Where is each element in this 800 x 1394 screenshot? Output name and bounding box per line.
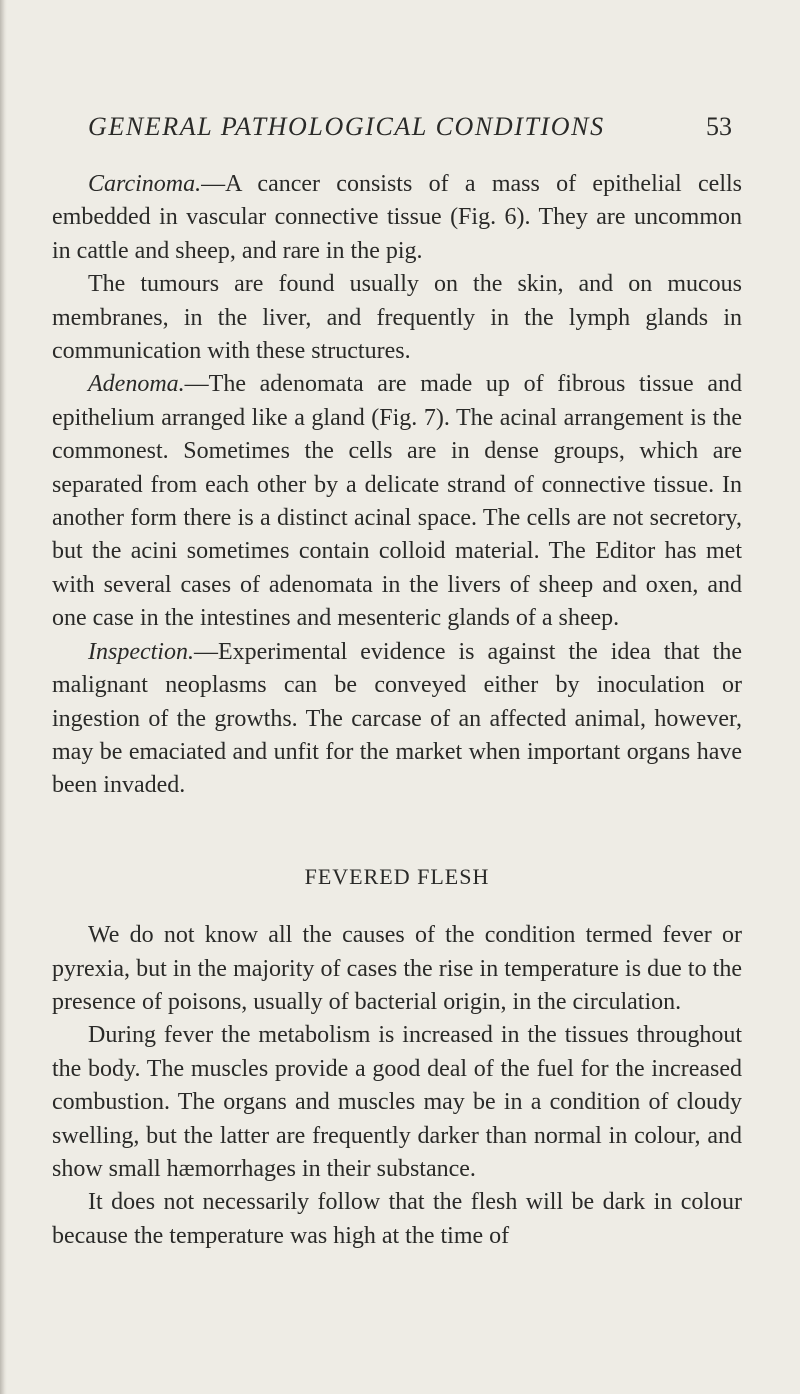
page-header (88, 112, 732, 148)
body-text (52, 168, 742, 1253)
paragraph-text: During fever the metabolism is increased in the tissues throughout the body. The muscles provide a good deal of the fuel for the increased combustion. The organs and muscles may be in a condition of cloudy swelling, but the latter are frequently darker than normal in colour, and show small hæmorrhages in their substance. (52, 1022, 742, 1182)
paragraph-fever-causes (52, 919, 742, 1019)
paragraph-text: —Experimental evidence is against the idea that the malignant neoplasms can be conveyed either by inoculation or ingestion of the growths. The carcase of an affected animal, however, may be emaciated and unfit for the market when important organs have been invaded. (52, 638, 742, 799)
paragraph-text: —The adenomata are made up of fibrous tissue and epithelium arranged like a gland (Fig. 7). The acinal arrangement is the commonest. Sometimes the cells are in dense groups, which are separated from each other by a delicate strand of connective tissue. In another form there is a distinct acinal space. The cells are not secretory, but the acini sometimes contain colloid material. The Editor has met with several cases of adenomata in the livers of sheep and oxen, and one case in the intestines and mesenteric glands of a sheep. (52, 371, 742, 632)
paragraph-flesh-colour (52, 1186, 742, 1253)
paragraph-text: —A cancer consists of a mass of epithelial cells embedded in vascular connective tissue (Fig. 6). They are uncommon in cattle and sheep, and rare in the pig. (52, 171, 742, 264)
paragraph-carcinoma (52, 168, 742, 268)
paragraph-text: It does not necessarily follow that the flesh will be dark in colour because the temperature was high at the time of (52, 1189, 742, 1249)
paragraph-text: We do not know all the causes of the condition termed fever or pyrexia, but in the majority of cases the rise in temperature is due to the presence of poisons, usually of bacterial origin, in the circulation. (52, 922, 742, 1015)
page-edge-shadow (0, 0, 7, 1394)
paragraph-text: The tumours are found usually on the skin, and on mucous membranes, in the liver, and frequently in the lymph glands in communication with these structures. (52, 271, 742, 365)
paragraph-adenoma (52, 368, 742, 635)
paragraph-lead: Inspection. (88, 638, 194, 665)
paragraph-tumours (52, 268, 742, 368)
section-heading: FEVERED FLESH (304, 863, 490, 889)
paragraph-lead: Carcinoma. (88, 171, 202, 197)
paragraph-lead: Adenoma. (88, 371, 185, 398)
paragraph-inspection (52, 636, 742, 803)
running-head: GENERAL PATHOLOGICAL CONDITIONS (88, 112, 605, 141)
page-number: 53 (706, 112, 732, 141)
paragraph-metabolism (52, 1019, 742, 1186)
